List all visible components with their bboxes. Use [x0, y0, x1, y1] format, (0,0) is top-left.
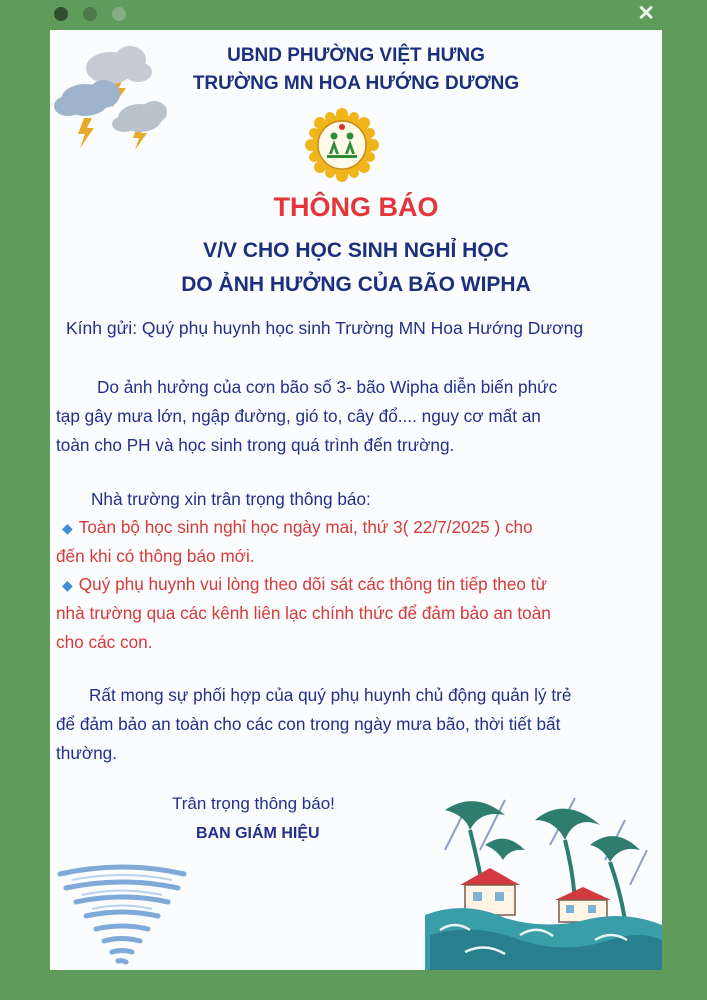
- window-dot-1[interactable]: [54, 7, 68, 21]
- bullet-1-line-2: đến khi có thông báo mới.: [56, 546, 255, 566]
- bullet-2-line-1: [62, 570, 547, 600]
- title-bar: [0, 0, 707, 30]
- signer-text: BAN GIÁM HIỆU: [196, 825, 320, 842]
- announce-line: Nhà trường xin trân trọng thông báo:: [91, 489, 371, 509]
- intro-line-1: Do ảnh hưởng của cơn bão số 3- bão Wipha diễn biến phức: [97, 377, 558, 397]
- intro-line-2: tạp gây mưa lớn, ngập đường, gió to, cây đổ.... nguy cơ mất an: [56, 406, 541, 426]
- tornado-icon: [52, 862, 192, 970]
- closing-line-1: Rất mong sự phối hợp của quý phụ huynh chủ động quản lý trẻ: [89, 685, 572, 705]
- diamond-bullet-icon: ◆: [62, 577, 73, 593]
- regards-text: Trân trọng thông báo!: [172, 794, 335, 813]
- hurricane-scene-icon: [425, 790, 662, 970]
- notice-paper: [50, 30, 662, 970]
- intro-line-3: toàn cho PH và học sinh trong quá trình đến trường.: [56, 435, 455, 455]
- bullet-2-line-3: cho các con.: [56, 632, 153, 652]
- notice-subtitle-1: V/V CHO HỌC SINH NGHỈ HỌC: [203, 239, 509, 262]
- window-dot-3[interactable]: [112, 7, 126, 21]
- close-icon[interactable]: ✕: [637, 2, 655, 25]
- closing-line-3: thường.: [56, 743, 118, 763]
- header-authority: UBND PHƯỜNG VIỆT HƯNG: [227, 45, 485, 66]
- notice-subtitle-2: DO ẢNH HƯỞNG CỦA BÃO WIPHA: [181, 273, 531, 296]
- school-logo-icon: [305, 108, 379, 182]
- bullet-2-text: Quý phụ huynh vui lòng theo dõi sát các thông tin tiếp theo từ: [78, 574, 548, 594]
- header-school: TRƯỜNG MN HOA HƯỚNG DƯƠNG: [192, 73, 520, 94]
- bullet-2-line-2: nhà trường qua các kênh liên lạc chính thức để đảm bảo an toàn: [56, 603, 551, 623]
- greeting: Kính gửi: Quý phụ huynh học sinh Trường MN Hoa Hướng Dương: [66, 318, 584, 338]
- closing-line-2: để đảm bảo an toàn cho các con trong ngày mưa bão, thời tiết bất: [56, 714, 561, 734]
- diamond-bullet-icon: ◆: [62, 520, 73, 536]
- notice-title: THÔNG BÁO: [273, 192, 439, 222]
- bullet-1-line-1: [62, 513, 533, 543]
- bullet-1-text: Toàn bộ học sinh nghỉ học ngày mai, thứ 3( 22/7/2025 ) cho: [78, 517, 533, 537]
- window-dot-2[interactable]: [83, 7, 97, 21]
